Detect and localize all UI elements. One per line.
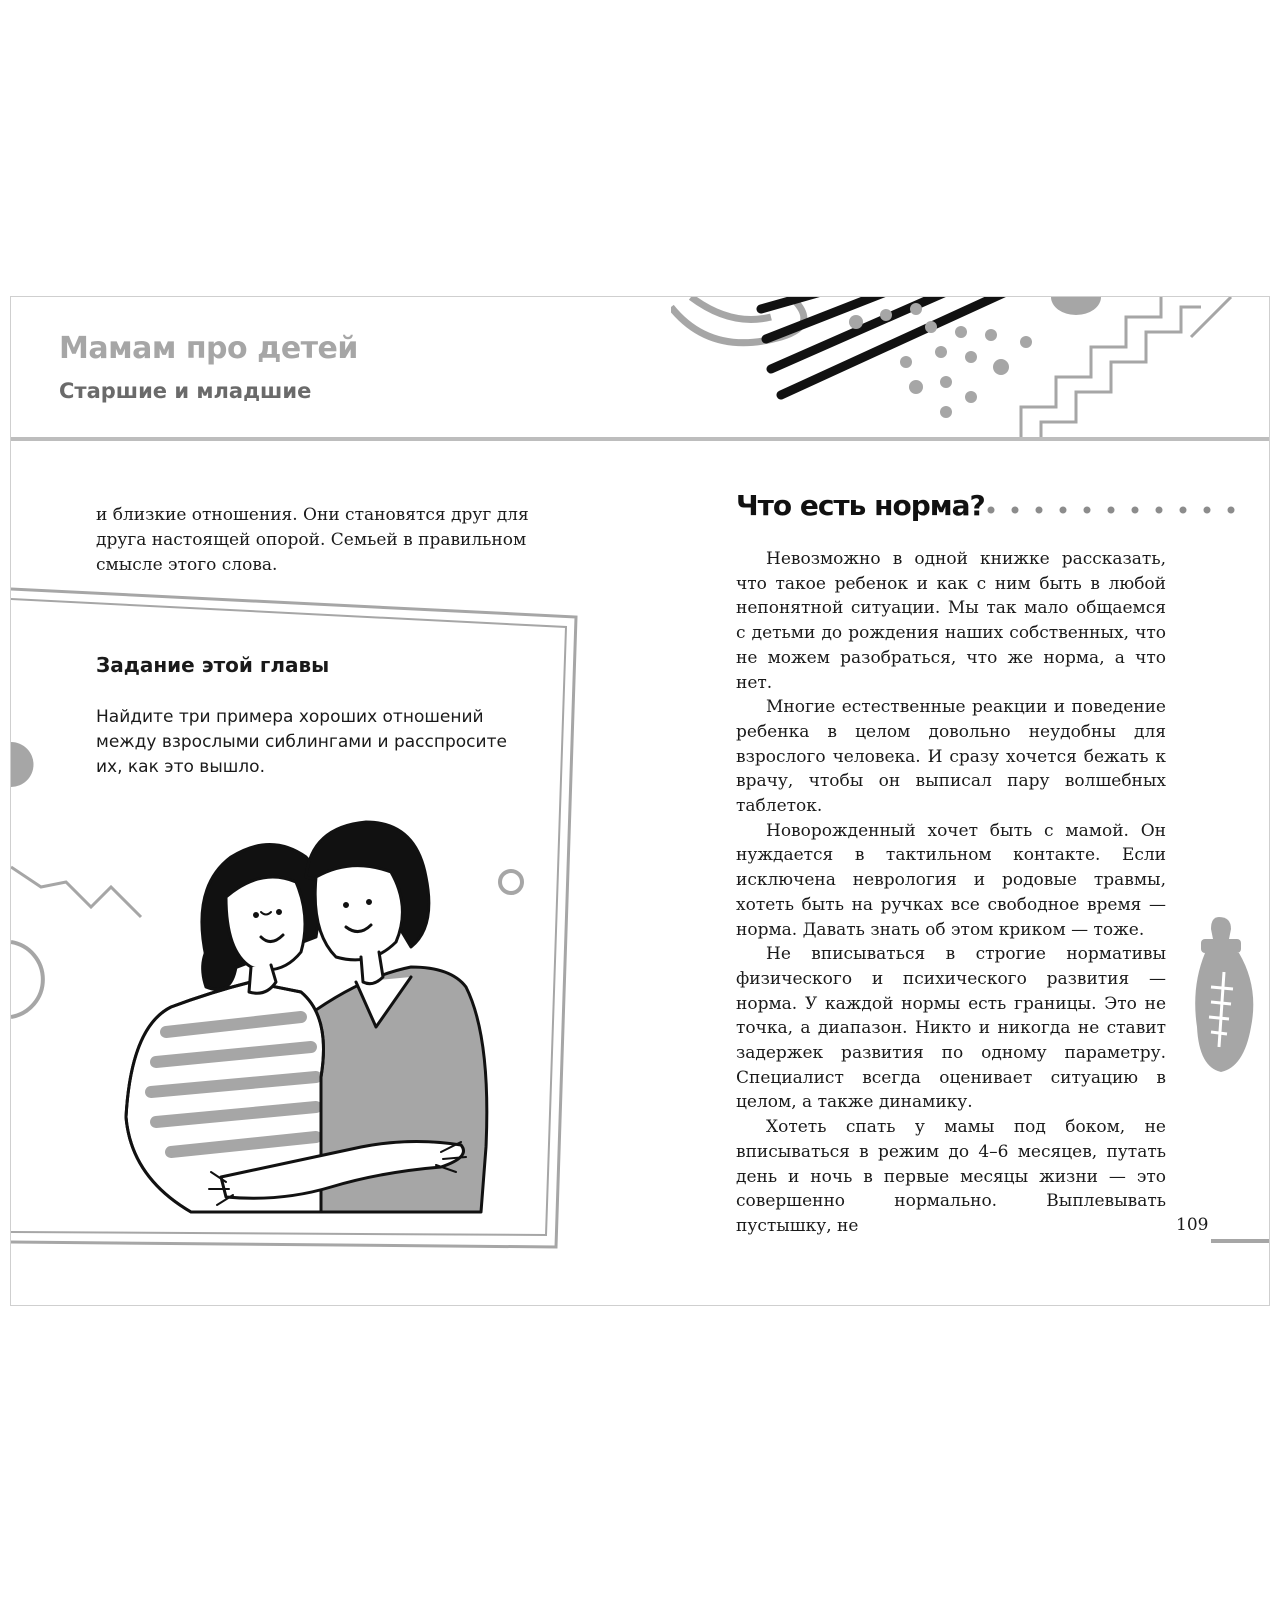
half-ring-shape xyxy=(11,942,43,1017)
task-text: Найдите три примера хороших отношений между взрослыми сиблингами и расспросите их, как это вышло. xyxy=(96,707,507,777)
body-paragraph: Многие естественные реакции и поведение ребенка в целом довольно неудобны для взрослого человека. И сразу хочется бежать к врачу, чтобы он выписал пару волшебных таблеток. xyxy=(736,697,1166,817)
body-paragraph: Хотеть спать у мамы под боком, не вписываться в режим до 4–6 месяцев, путать день и ночь в первые месяцы жизни — это совершенно нормально. Выплевывать пустышку, не xyxy=(736,1117,1166,1236)
header-decoration xyxy=(671,297,1270,437)
half-circle-shape xyxy=(11,742,34,787)
baby-bottle-icon xyxy=(1189,917,1270,1077)
page-number: 109 xyxy=(1176,1215,1209,1235)
gray-dots xyxy=(849,297,1101,418)
body-text-column xyxy=(736,547,1166,1239)
chapter-title: Старшие и младшие xyxy=(59,379,312,403)
body-paragraph: Не вписываться в строгие нормативы физического и психического развития — норма. У каждой нормы есть границы. Это не точка, а диапазон. Никто и никогда не ставит задержек развития по одному параметру. Специалист всегда оценивает ситуацию в целом, а также динамику. xyxy=(736,944,1166,1113)
task-title: Задание этой главы xyxy=(96,653,330,677)
two-women-illustration xyxy=(111,817,511,1217)
left-intro-paragraph: и близкие отношения. Они становятся друг для друга настоящей опорой. Семьей в правильном смысле этого слова. xyxy=(96,505,529,575)
book-title: Мамам про детей xyxy=(59,331,358,366)
left-woman-face xyxy=(226,877,305,970)
heading-dotted-line xyxy=(986,504,1246,516)
header-divider xyxy=(11,437,1269,441)
book-spread xyxy=(10,296,1270,1306)
page-number-rule xyxy=(1211,1239,1270,1243)
right-woman-face xyxy=(315,866,402,960)
zigzag-steps xyxy=(1021,297,1231,437)
section-heading: Что есть норма? xyxy=(736,489,985,522)
body-paragraph: Новорожденный хочет быть с мамой. Он нуждается в тактильном контакте. Если исключена неврология и родовые травмы, хотеть быть на ручках все свободное время — норма. Давать знать об этом криком — тоже. xyxy=(736,820,1166,940)
body-paragraph: Невозможно в одной книжке рассказать, что такое ребенок и как с ним быть в любой непонятной ситуации. Мы так мало общаемся с детьми до рождения наших собственных, что не можем разобраться, что же норма, а что нет. xyxy=(736,549,1166,693)
